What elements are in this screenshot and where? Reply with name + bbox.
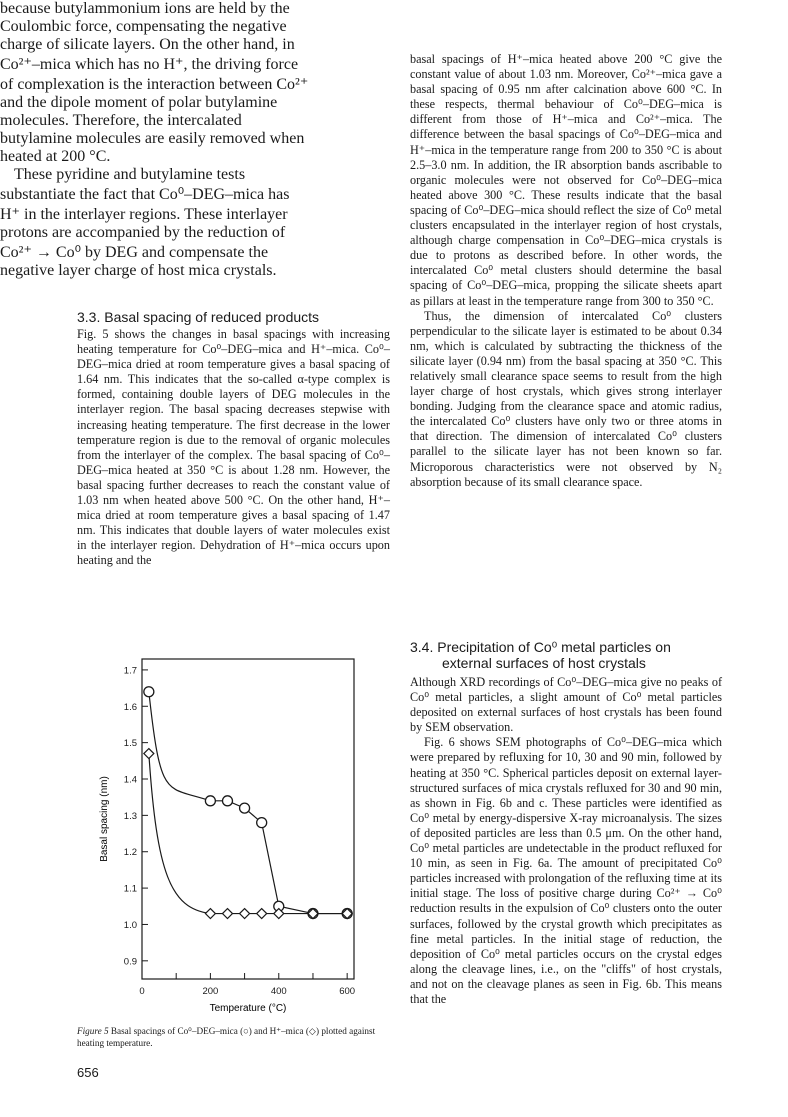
figure-caption — [77, 1025, 387, 1049]
caption-text: Basal spacings of Co⁰–DEG–mica (○) and H⁺–mica (◇) plotted against heating temperature. — [77, 1026, 376, 1048]
x-axis-ticks — [139, 973, 355, 997]
series-line-circle — [149, 692, 347, 914]
y-tick-label: 1.5 — [123, 738, 137, 750]
paragraph: Although XRD recordings of Co⁰–DEG–mica give no peaks of Co⁰ metal particles, a slight amount of Co⁰ metal particles deposited on external surfaces of host crystals has been found by SEM observation. — [410, 675, 722, 735]
data-point-diamond — [144, 749, 154, 759]
y-tick-label: 1.4 — [123, 774, 137, 786]
y-tick-label: 1.6 — [123, 701, 137, 713]
left-column-text — [0, 0, 313, 280]
data-point-diamond — [240, 909, 250, 919]
data-point-diamond — [257, 909, 267, 919]
y-tick-label: 0.9 — [123, 956, 137, 968]
y-tick-label: 1.2 — [123, 847, 137, 859]
data-point-circle — [205, 796, 215, 806]
caption-label: Figure 5 — [77, 1026, 109, 1036]
heading-line-2: external surfaces of host crystals — [442, 655, 646, 671]
y-tick-label: 1.1 — [123, 883, 137, 895]
figure-5-chart — [76, 648, 376, 1028]
chart-svg — [76, 648, 376, 1028]
series-line-diamond — [149, 754, 347, 914]
x-tick-label: 400 — [270, 986, 287, 997]
y-tick-label: 1.7 — [123, 665, 137, 677]
paragraph: because butylammonium ions are held by the Coulombic force, compensating the negative charge of silicate layers. On the other hand, in Co²⁺–mica which has no H⁺, the driving force of complexation is the interaction between Co²⁺ and the dipole moment of polar butylamine molecules. Therefore, the intercalated butylamine molecules are easily removed when heated at 200 °C. — [0, 0, 309, 165]
right-column-text — [410, 52, 722, 490]
data-point-diamond — [205, 909, 215, 919]
paragraph: These pyridine and butylamine tests substantiate the fact that Co⁰–DEG–mica has H⁺ in the interlayer regions. These interlayer protons are accompanied by the reduction of Co²⁺ → Co⁰ by DEG and compensate the negative layer charge of host mica crystals. — [0, 166, 290, 279]
paragraph: Fig. 6 shows SEM photographs of Co⁰–DEG–mica which were prepared by refluxing for 10, 30 and 90 min, followed by heating at 350 °C. Spherical particles deposit on external layer-structured surfaces of mica crystals refluxed for 30 and 90 min, as shown in Fig. 6b and c. These particles were identified as Co⁰ metal by energy-dispersive X-ray microanalysis. The sizes of deposited particles are less than 0.5 μm. On the other hand, Co⁰ metal particles are undetectable in the product refluxed for 10 min, as seen in Fig. 6a. The amount of precipitated Co⁰ particles increased with prolongation of the refluxing time at its initial stage. The loss of positive charge during Co²⁺ → Co⁰ reduction results in the expulsion of Co⁰ clusters onto the outer surfaces, followed by the crystal growth which precipitates as fine metal particles. In the initial stage of reduction, the deposition of Co⁰ metal particles occurs on the crystal edges along the cleavage lines, i.e., on the "cliffs" of host crystals, and not on the cleavage planes as seen in Fig. 6b. This means that the — [410, 735, 722, 1006]
paragraph: Thus, the dimension of intercalated Co⁰ clusters perpendicular to the silicate layer is estimated to be about 0.34 nm, which is calculated by subtracting the thickness of the silicate layer (0.94 nm) from the basal spacing at 350 °C. This relatively small clearance space seems to result from the high layer charge of host crystals, which gives strong interlayer bonding. Judging from the clearance space and atomic radius, the intercalated Co⁰ clusters have only two or three atoms in that direction. The dimension of intercalated Co⁰ clusters parallel to the silicate layer has not been known so far. Microporous characteristics were not observed by N₂ absorption because of its small clearance space. — [410, 308, 722, 489]
x-axis-label: Temperature (°C) — [209, 1003, 287, 1014]
plot-frame — [142, 659, 354, 979]
paragraph: Fig. 5 shows the changes in basal spacings with increasing heating temperature for Co⁰–DEG–mica and H⁺–mica. Co⁰–DEG–mica dried at room temperature gives a basal spacing of 1.64 nm. This indicates that the so-called α-type complex is formed, containing double layers of DEG molecules in the interlayer region. The basal spacing decreases stepwise with increasing heating temperature. The first decrease in the lower temperature region is due to the removal of organic molecules from the interlayer of the complex. The basal spacing of Co⁰–DEG–mica heated at 350 °C is about 1.28 nm. However, the basal spacing further decreases to reach the constant value of 1.03 nm when heated above 500 °C. On the other hand, H⁺–mica dried at room temperature gives a basal spacing of 1.47 nm. This indicates that double layers of water molecules exist in the interlayer region. Dehydration of H⁺–mica occurs upon heating and the — [77, 327, 390, 568]
x-tick-label: 0 — [139, 986, 145, 997]
y-tick-label: 1.3 — [123, 810, 137, 822]
y-tick-label: 1.0 — [123, 919, 137, 931]
data-point-circle — [240, 803, 250, 813]
y-axis-ticks — [124, 665, 148, 967]
section-heading-3-4 — [410, 639, 722, 671]
section-heading-3-3: 3.3. Basal spacing of reduced products — [77, 309, 320, 325]
x-tick-label: 200 — [202, 986, 219, 997]
section-3-4-body — [410, 675, 722, 1007]
section-3-3-body — [77, 327, 390, 569]
y-axis-label: Basal spacing (nm) — [99, 776, 110, 862]
data-point-circle — [257, 818, 267, 828]
data-point-circle — [222, 796, 232, 806]
heading-line-1: 3.4. Precipitation of Co⁰ metal particles on — [410, 639, 671, 655]
x-tick-label: 600 — [339, 986, 356, 997]
series-group — [144, 687, 352, 919]
paragraph: basal spacings of H⁺–mica heated above 200 °C give the constant value of about 1.03 nm. Moreover, Co²⁺–mica gave a basal spacing of 0.95 nm after calcination above 600 °C. In these respects, thermal behaviour of Co⁰–DEG–mica is different from those of H⁺–mica and Co²⁺–mica. The difference between the basal spacings of Co⁰–DEG–mica and H⁺–mica in the temperature range from 200 to 350 °C is about 2.5–3.0 nm. In addition, the IR absorption bands ascribable to organic molecules were not observed for Co⁰–DEG–mica heated above 300 °C. These results indicate that the basal spacing of Co⁰–DEG–mica should reflect the size of Co⁰ metal clusters encapsulated in the interlayer region of host crystals, although charge compensation in Co⁰–DEG–mica crystals is due to protons as described before. In other words, the intercalated Co⁰ metal clusters should determine the basal spacing of Co⁰–DEG–mica, propping the silicate sheets apart as pillars at least in the temperature range from 300 to 350 °C. — [410, 52, 722, 308]
data-point-diamond — [222, 909, 232, 919]
data-point-circle — [144, 687, 154, 697]
page-number: 656 — [77, 1065, 99, 1080]
